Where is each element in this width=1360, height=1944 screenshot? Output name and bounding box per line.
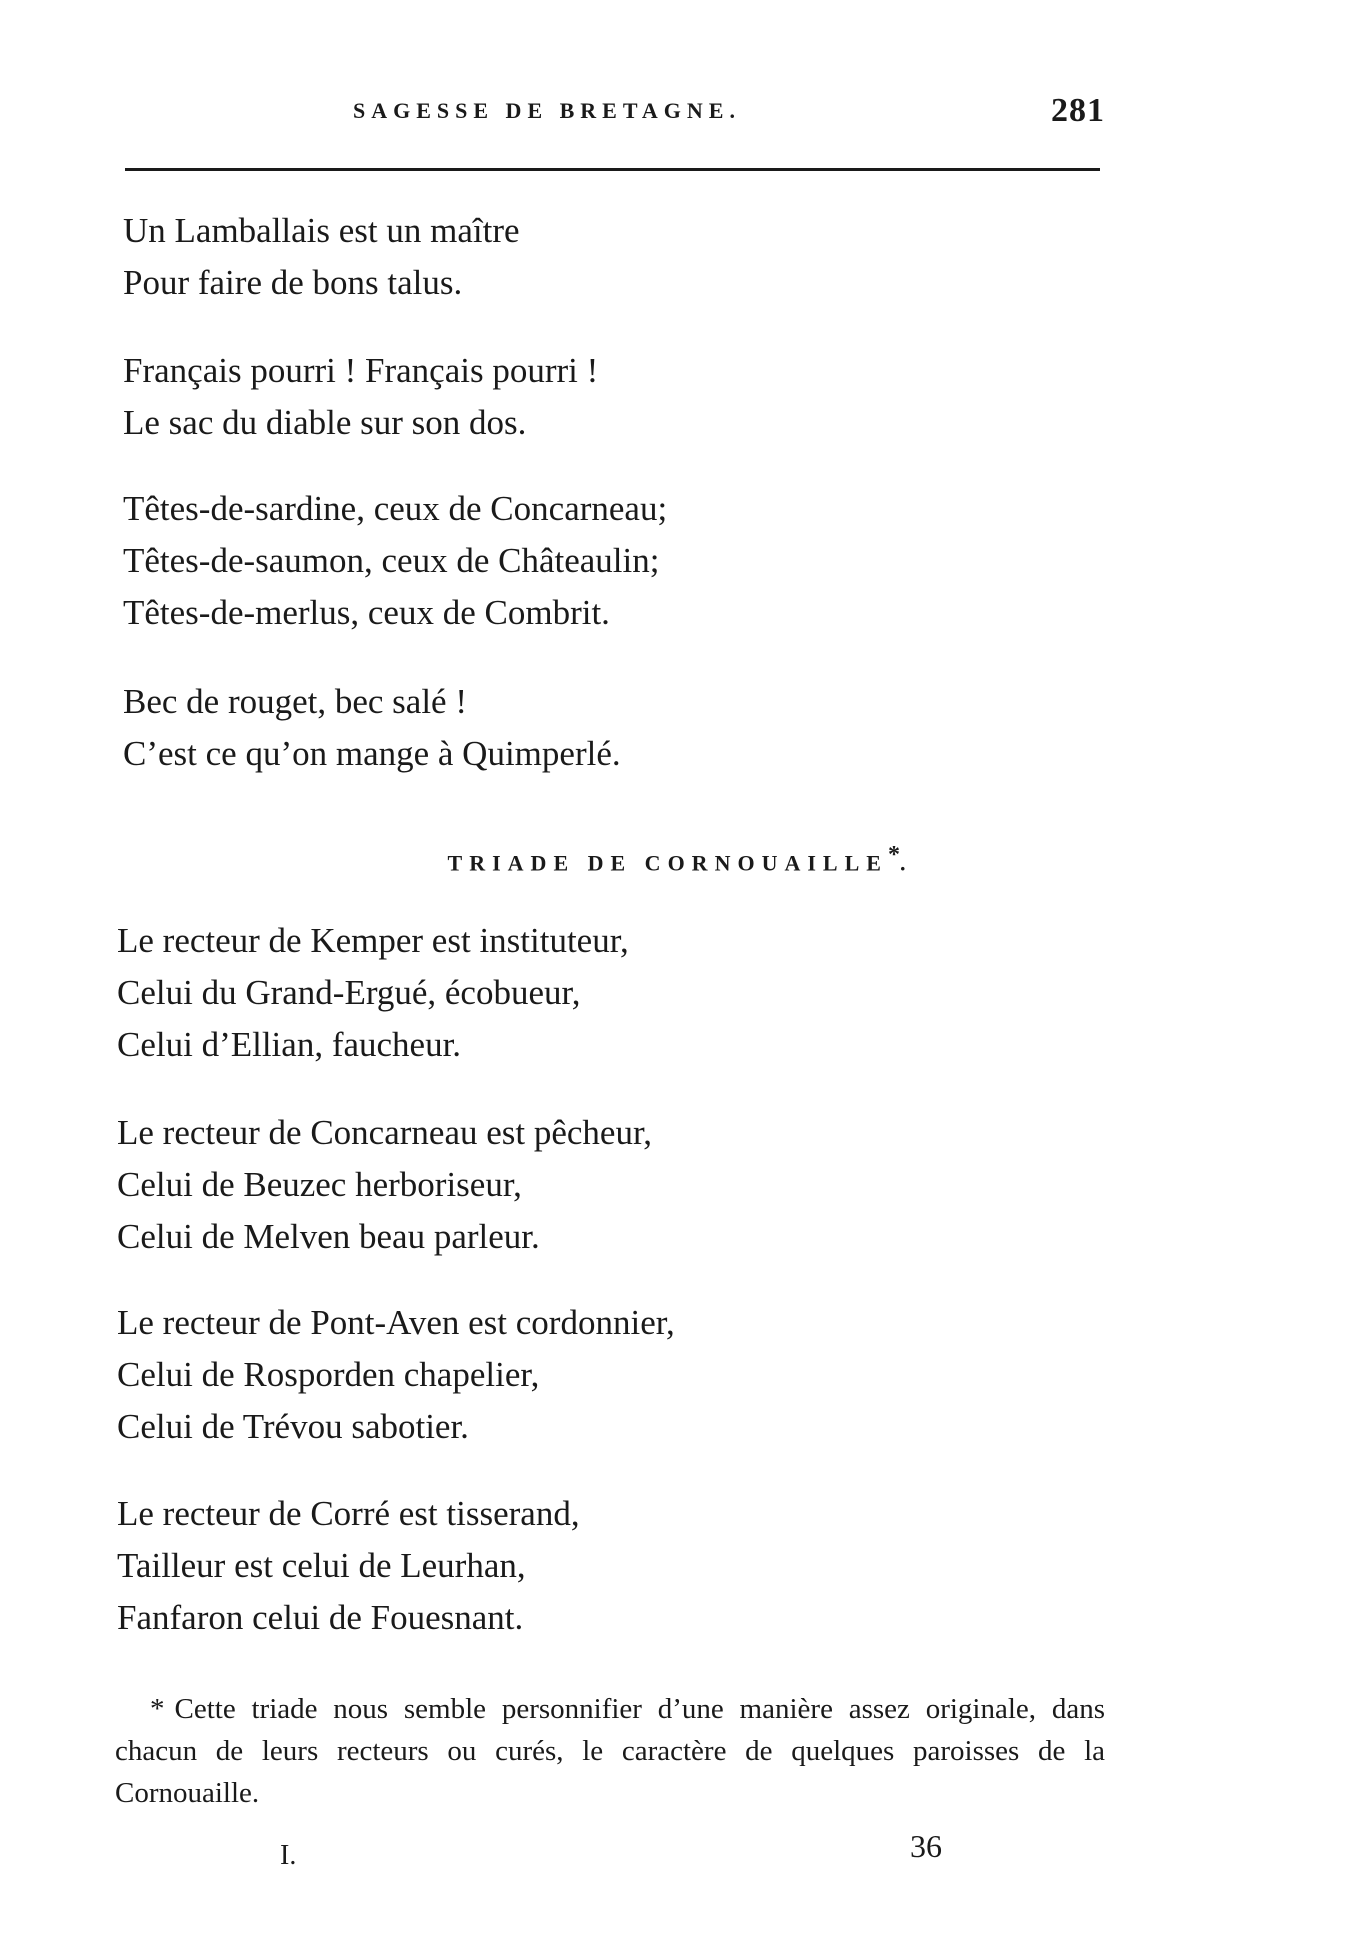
verse-line: Celui de Beuzec herboriseur,	[117, 1165, 522, 1204]
verse-line: Pour faire de bons talus.	[123, 263, 463, 302]
signature-number: 36	[910, 1828, 942, 1864]
section-title-period: .	[899, 850, 913, 876]
footnote-reference: *	[887, 842, 900, 868]
stanza-pont-aven	[0, 1297, 1360, 1453]
stanza-francais-pourri	[0, 345, 1360, 449]
footnote-text: Cette triade nous semble personnifier d’une manière assez originale, dans chacun de leurs recteurs ou curés, le caractère de quelques paroisses de la Cornouaille.	[115, 1693, 1105, 1809]
verse-line: Celui de Rosporden chapelier,	[117, 1355, 540, 1394]
running-title: SAGESSE DE BRETAGNE.	[353, 98, 741, 123]
stanza-corre	[0, 1488, 1360, 1644]
footnote	[115, 1688, 1105, 1814]
verse-line: Celui de Trévou sabotier.	[117, 1407, 469, 1446]
section-title	[0, 842, 1360, 876]
stanza-lamballais	[0, 205, 1360, 309]
footnote-marker: *	[150, 1693, 165, 1725]
verse-line: Le recteur de Concarneau est pêcheur,	[117, 1113, 652, 1152]
verse-line: Celui du Grand-Ergué, écobueur,	[117, 973, 581, 1012]
signature-mark: I.	[280, 1840, 297, 1871]
verse-line: Français pourri ! Français pourri !	[123, 351, 599, 390]
verse-line: Un Lamballais est un maître	[123, 211, 520, 250]
verse-line: Celui de Melven beau parleur.	[117, 1217, 540, 1256]
verse-line: Têtes-de-sardine, ceux de Concarneau;	[123, 489, 668, 528]
stanza-kemper	[0, 915, 1360, 1071]
verse-line: Tailleur est celui de Leurhan,	[117, 1546, 526, 1585]
stanza-bec-de-rouget	[0, 676, 1360, 780]
verse-line: Le recteur de Corré est tisserand,	[117, 1494, 580, 1533]
verse-line: C’est ce qu’on mange à Quimperlé.	[123, 734, 621, 773]
verse-line: Fanfaron celui de Fouesnant.	[117, 1598, 524, 1637]
verse-line: Le recteur de Kemper est instituteur,	[117, 921, 629, 960]
stanza-tetes	[0, 483, 1360, 639]
verse-line: Le recteur de Pont-Aven est cordonnier,	[117, 1303, 675, 1342]
verse-line: Le sac du diable sur son dos.	[123, 403, 527, 442]
verse-line: Têtes-de-saumon, ceux de Châteaulin;	[123, 541, 660, 580]
header-rule	[125, 168, 1100, 171]
page-number: 281	[1051, 92, 1105, 129]
stanza-concarneau	[0, 1107, 1360, 1263]
verse-line: Bec de rouget, bec salé !	[123, 682, 468, 721]
verse-line: Têtes-de-merlus, ceux de Combrit.	[123, 593, 610, 632]
running-head	[125, 92, 1105, 138]
verse-line: Celui d’Ellian, faucheur.	[117, 1025, 462, 1064]
section-title-text: TRIADE DE CORNOUAILLE	[447, 850, 888, 876]
